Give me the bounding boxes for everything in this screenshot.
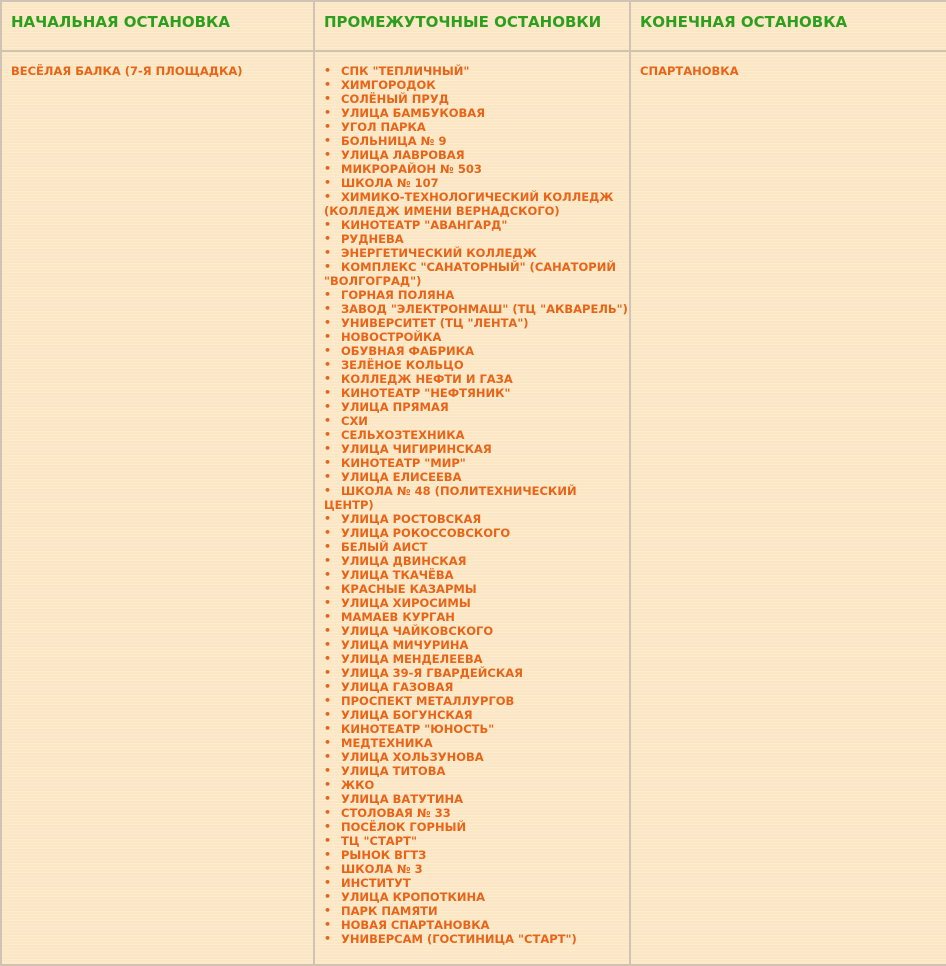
stop-name-line-2: (КОЛЛЕДЖ ИМЕНИ ВЕРНАДСКОГО) bbox=[324, 204, 560, 218]
stop-list-item: • НОВАЯ СПАРТАНОВКА bbox=[336, 918, 629, 932]
stop-list-item: • УЛИЦА ТКАЧЁВА bbox=[336, 568, 629, 582]
stop-list-item: • УЛИЦА БОГУНСКАЯ bbox=[336, 708, 629, 722]
stop-list-item: • УЛИЦА ВАТУТИНА bbox=[336, 792, 629, 806]
stop-name-line-2: "ВОЛГОГРАД") bbox=[324, 274, 422, 288]
intermediate-stops-list bbox=[324, 64, 629, 946]
stop-list-item: • ХИМГОРОДОК bbox=[336, 78, 629, 92]
stop-name-line-1: ШКОЛА № 48 (ПОЛИТЕХНИЧЕСКИЙ bbox=[341, 484, 577, 498]
stop-list-item: • УНИВЕРСАМ (ГОСТИНИЦА "СТАРТ") bbox=[336, 932, 629, 946]
start-stop-cell bbox=[1, 51, 314, 965]
stop-list-item: • КИНОТЕАТР "ЮНОСТЬ" bbox=[336, 722, 629, 736]
stop-list-item: • ЗЕЛЁНОЕ КОЛЬЦО bbox=[336, 358, 629, 372]
stop-list-item: • УЛИЦА ДВИНСКАЯ bbox=[336, 554, 629, 568]
stop-name-line-1: КОМПЛЕКС "САНАТОРНЫЙ" (САНАТОРИЙ bbox=[341, 260, 616, 274]
header-row bbox=[1, 1, 946, 51]
stop-list-item: • УЛИЦА ЧИГИРИНСКАЯ bbox=[336, 442, 629, 456]
stop-list-item bbox=[324, 260, 629, 288]
stop-list-item: • УЛИЦА ТИТОВА bbox=[336, 764, 629, 778]
route-row bbox=[1, 51, 946, 965]
stop-list-item bbox=[324, 484, 629, 512]
stop-list-item: • НОВОСТРОЙКА bbox=[336, 330, 629, 344]
stop-list-item: • СХИ bbox=[336, 414, 629, 428]
stop-list-item: • ШКОЛА № 3 bbox=[336, 862, 629, 876]
stop-name-line-1: ХИМИКО-ТЕХНОЛОГИЧЕСКИЙ КОЛЛЕДЖ bbox=[341, 190, 614, 204]
stop-list-item: • БЕЛЫЙ АИСТ bbox=[336, 540, 629, 554]
stop-list-item: • ШКОЛА № 107 bbox=[336, 176, 629, 190]
stop-list-item: • СЕЛЬХОЗТЕХНИКА bbox=[336, 428, 629, 442]
stop-list-item: • ЭНЕРГЕТИЧЕСКИЙ КОЛЛЕДЖ bbox=[336, 246, 629, 260]
intermediate-stops-cell bbox=[314, 51, 630, 965]
stop-list-item: • СОЛЁНЫЙ ПРУД bbox=[336, 92, 629, 106]
stop-list-item: • ГОРНАЯ ПОЛЯНА bbox=[336, 288, 629, 302]
start-stop-name: ВЕСЁЛАЯ БАЛКА (7-Я ПЛОЩАДКА) bbox=[11, 64, 243, 78]
stop-list-item: • УЛИЦА МЕНДЕЛЕЕВА bbox=[336, 652, 629, 666]
stop-list-item: • УЛИЦА ПРЯМАЯ bbox=[336, 400, 629, 414]
stop-list-item: • УЛИЦА ГАЗОВАЯ bbox=[336, 680, 629, 694]
stop-list-item: • КИНОТЕАТР "МИР" bbox=[336, 456, 629, 470]
stop-list-item: • БОЛЬНИЦА № 9 bbox=[336, 134, 629, 148]
header-intermediate-stops: ПРОМЕЖУТОЧНЫЕ ОСТАНОВКИ bbox=[314, 1, 630, 51]
stop-list-item: • УЛИЦА РОСТОВСКАЯ bbox=[336, 512, 629, 526]
stop-list-item: • УГОЛ ПАРКА bbox=[336, 120, 629, 134]
header-end-stop: КОНЕЧНАЯ ОСТАНОВКА bbox=[630, 1, 946, 51]
stop-list-item: • СТОЛОВАЯ № 33 bbox=[336, 806, 629, 820]
stop-list-item: • КРАСНЫЕ КАЗАРМЫ bbox=[336, 582, 629, 596]
stop-list-item: • УЛИЦА РОКОССОВСКОГО bbox=[336, 526, 629, 540]
stop-list-item: • УЛИЦА ЛАВРОВАЯ bbox=[336, 148, 629, 162]
stop-list-item: • РУДНЕВА bbox=[336, 232, 629, 246]
stop-list-item: • ПОСЁЛОК ГОРНЫЙ bbox=[336, 820, 629, 834]
stop-list-item: • КОЛЛЕДЖ НЕФТИ И ГАЗА bbox=[336, 372, 629, 386]
stop-list-item: • УЛИЦА БАМБУКОВАЯ bbox=[336, 106, 629, 120]
stop-list-item: • ПРОСПЕКТ МЕТАЛЛУРГОВ bbox=[336, 694, 629, 708]
stop-list-item: • ИНСТИТУТ bbox=[336, 876, 629, 890]
stop-list-item: • УЛИЦА МИЧУРИНА bbox=[336, 638, 629, 652]
stop-list-item: • КИНОТЕАТР "АВАНГАРД" bbox=[336, 218, 629, 232]
stop-list-item: • РЫНОК ВГТЗ bbox=[336, 848, 629, 862]
stop-list-item: • УЛИЦА КРОПОТКИНА bbox=[336, 890, 629, 904]
stop-list-item bbox=[324, 190, 629, 218]
stop-list-item: • УЛИЦА ХОЛЬЗУНОВА bbox=[336, 750, 629, 764]
stop-list-item: • УЛИЦА 39-Я ГВАРДЕЙСКАЯ bbox=[336, 666, 629, 680]
stop-list-item: • МИКРОРАЙОН № 503 bbox=[336, 162, 629, 176]
stop-list-item: • КИНОТЕАТР "НЕФТЯНИК" bbox=[336, 386, 629, 400]
stop-list-item: • ПАРК ПАМЯТИ bbox=[336, 904, 629, 918]
end-stop-cell bbox=[630, 51, 946, 965]
stop-list-item: • МЕДТЕХНИКА bbox=[336, 736, 629, 750]
stop-name-line-2: ЦЕНТР) bbox=[324, 498, 374, 512]
stop-list-item: • УЛИЦА ЕЛИСЕЕВА bbox=[336, 470, 629, 484]
stop-list-item: • УЛИЦА ЧАЙКОВСКОГО bbox=[336, 624, 629, 638]
stop-list-item: • УЛИЦА ХИРОСИМЫ bbox=[336, 596, 629, 610]
stop-list-item: • ТЦ "СТАРТ" bbox=[336, 834, 629, 848]
end-stop-name: СПАРТАНОВКА bbox=[640, 64, 739, 78]
stop-list-item: • МАМАЕВ КУРГАН bbox=[336, 610, 629, 624]
stop-list-item: • ОБУВНАЯ ФАБРИКА bbox=[336, 344, 629, 358]
header-start-stop: НАЧАЛЬНАЯ ОСТАНОВКА bbox=[1, 1, 314, 51]
stop-list-item: • УНИВЕРСИТЕТ (ТЦ "ЛЕНТА") bbox=[336, 316, 629, 330]
stop-list-item: • ЖКО bbox=[336, 778, 629, 792]
stop-list-item: • ЗАВОД "ЭЛЕКТРОНМАШ" (ТЦ "АКВАРЕЛЬ") bbox=[336, 302, 629, 316]
stop-list-item: • СПК "ТЕПЛИЧНЫЙ" bbox=[336, 64, 629, 78]
